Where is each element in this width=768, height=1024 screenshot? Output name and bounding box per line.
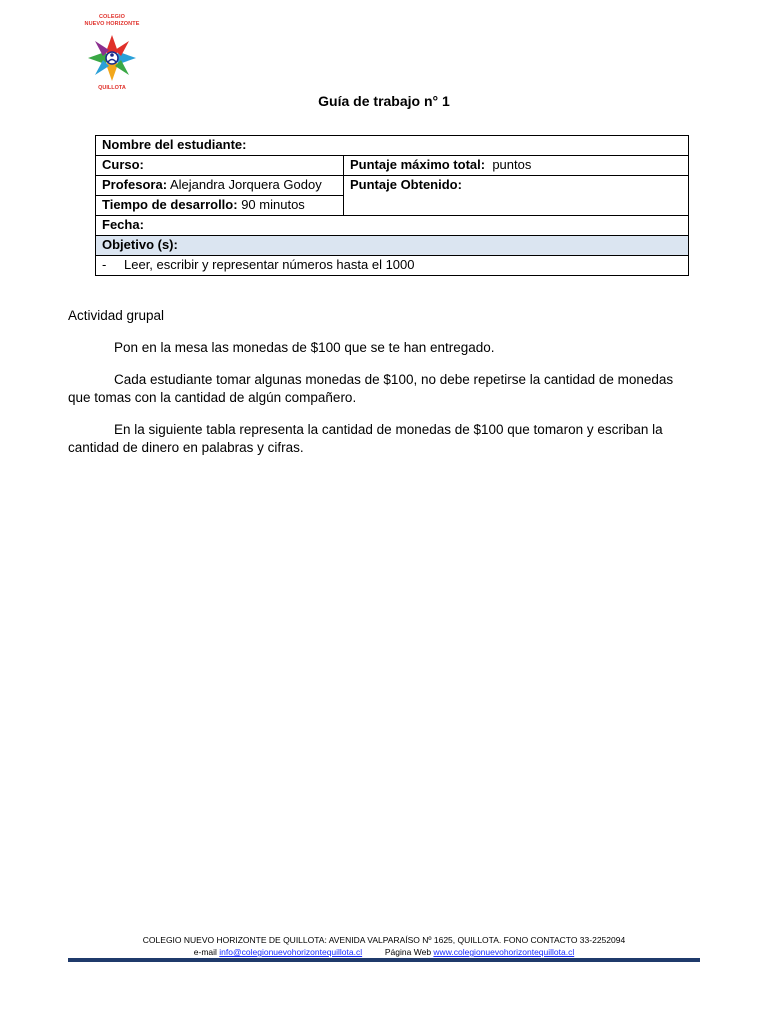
table-row xyxy=(96,216,689,236)
student-info-table xyxy=(95,135,689,276)
table-row xyxy=(96,156,689,176)
compass-star-icon xyxy=(87,34,137,82)
paragraph-1: Pon en la mesa las monedas de $100 que se te han entregado. xyxy=(114,340,495,355)
footer-address: COLEGIO NUEVO HORIZONTE DE QUILLOTA: AVENIDA VALPARAÍSO Nº 1625, QUILLOTA. FONO CONTACTO 33-2252094 xyxy=(142,935,626,945)
logo-text-top: COLEGIO NUEVO HORIZONTE xyxy=(84,14,140,27)
school-logo xyxy=(78,14,146,94)
footer-divider xyxy=(68,958,700,962)
paragraph-2: Cada estudiante tomar algunas monedas de $100, no debe repetirse la cantidad de monedas que tomas con la cantidad de algún compañero. xyxy=(68,372,674,405)
course-cell[interactable]: Curso: xyxy=(96,156,344,176)
max-score-cell[interactable]: Puntaje máximo total: puntos xyxy=(344,156,689,176)
table-row xyxy=(96,136,689,156)
logo-text-bottom: QUILLOTA xyxy=(98,85,126,91)
table-row xyxy=(96,256,689,276)
website-link[interactable]: www.colegionuevohorizontequillota.cl xyxy=(433,947,575,957)
paragraph-3: En la siguiente tabla representa la cantidad de monedas de $100 que tomaron y escriban la cantidad de dinero en palabras y cifras. xyxy=(68,422,663,455)
student-name-cell[interactable]: Nombre del estudiante: xyxy=(96,136,689,156)
footer-contact: e-mail info@colegionuevohorizontequillota.cl Página Web www.colegionuevohorizontequillota.cl xyxy=(193,947,575,957)
obtained-score-cell[interactable]: Puntaje Obtenido: xyxy=(344,176,689,216)
objective-header-cell: Objetivo (s): xyxy=(96,236,689,256)
objective-item-cell: - Leer, escribir y representar números hasta el 1000 xyxy=(96,256,689,276)
table-row xyxy=(96,236,689,256)
activity-heading: Actividad grupal xyxy=(68,308,165,323)
email-link[interactable]: info@colegionuevohorizontequillota.cl xyxy=(219,947,363,957)
duration-cell: Tiempo de desarrollo: 90 minutos xyxy=(96,196,344,216)
page-title: Guía de trabajo n° 1 xyxy=(318,93,450,109)
table-row xyxy=(96,176,689,196)
date-cell[interactable]: Fecha: xyxy=(96,216,689,236)
teacher-cell: Profesora: Alejandra Jorquera Godoy xyxy=(96,176,344,196)
